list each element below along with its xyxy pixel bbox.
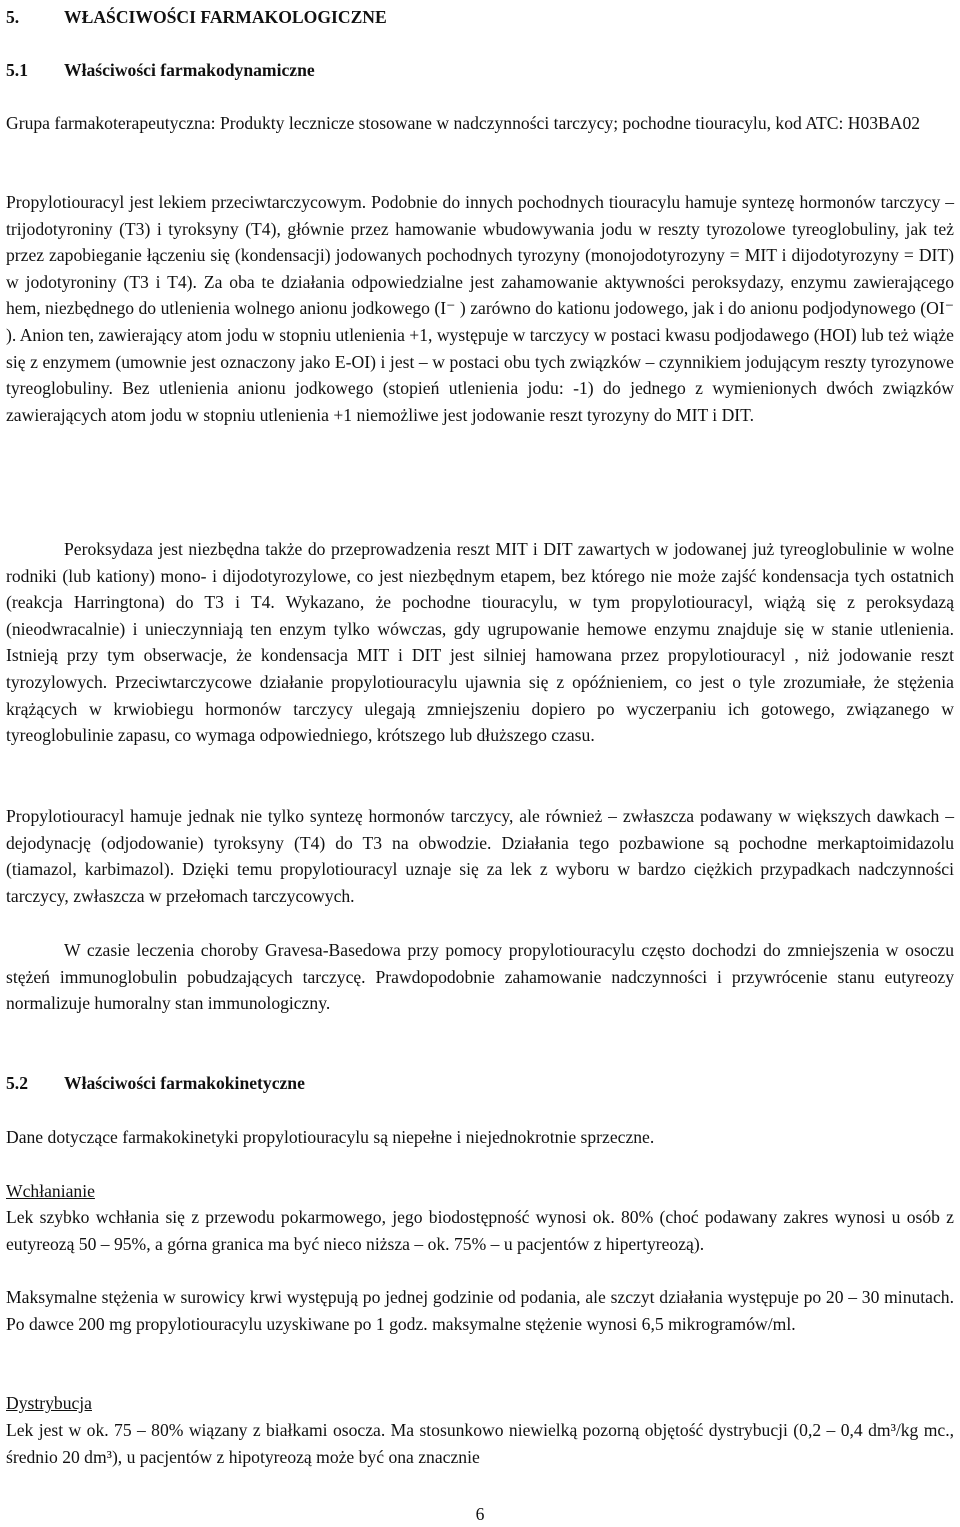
section-title: WŁAŚCIWOŚCI FARMAKOLOGICZNE [64,7,387,27]
section-heading-5-2 [6,1070,954,1097]
section-number: 5.2 [6,1073,28,1093]
section-heading-5-1 [6,57,954,84]
absorption-paragraph-2: Maksymalne stężenia w surowicy krwi występują po jednej godzinie od podania, ale szczyt działania występuje po 20 – 30 minutach. Po dawce 200 mg propylotiouracylu uzyskiwane po 1 godz. maksymalne stężenie wynosi 6,5 mikrogramów/ml. [6,1287,954,1334]
section-number: 5.1 [6,60,28,80]
absorption-heading: Wchłanianie [6,1181,95,1201]
absorption-paragraph-1: Lek szybko wchłania się z przewodu pokarmowego, jego biodostępność wynosi ok. 80% (choć podawany zakres wynosi u osób z eutyreozą 50 – 95%, a górna granica ma być nieco niższa – ok. 75% – u pacjentów z hipertyreozą). [6,1207,954,1254]
paragraph-graves: W czasie leczenia choroby Gravesa-Basedowa przy pomocy propylotiouracylu często dochodzi do zmniejszenia w osoczu stężeń immunoglobulin pobudzających tarczycę. Prawdopodobnie zahamowanie nadczynności i przywrócenie stanu eutyreozy normalizuje humoralny stan immunologiczny. [6,940,954,1014]
pharmacotherapeutic-group: Grupa farmakoterapeutyczna: Produkty lecznicze stosowane w nadczynności tarczycy; pochodne tiouracylu, kod ATC: H03BA02 [6,113,921,133]
page-number: 6 [475,1504,485,1524]
paragraph-deiodination: Propylotiouracyl hamuje jednak nie tylko syntezę hormonów tarczycy, ale również – zwłaszcza podawany w większych dawkach – dejodynację (odjodowanie) tyroksyny (T4) do T3 na obwodzie. Działania tego pozbawione są pochodne merkaptoimidazolu (tiamazol, karbimazol). Dzięki temu propylotiouracyl uznaje się za lek z wyboru w bardzo ciężkich przypadkach nadczynności tarczycy, zwłaszcza w przełomach tarczycowych. [6,806,954,906]
paragraph-mechanism: Propylotiouracyl jest lekiem przeciwtarczycowym. Podobnie do innych pochodnych tiouracylu hamuje syntezę hormonów tarczycy – trijodotyroniny (T3) i tyroksyny (T4), głównie przez hamowanie wbudowywania jodu w reszty tyrozolowe tyreoglobuliny, jak też przez zapobieganie łączeniu się (kondensacji) jodowanych pochodnych tyrozyny (monojodotyrozyny = MIT i dijodotyrozyny = DIT) w jodotyroniny (T3 i T4). Za oba te działania odpowiedzialne jest zahamowanie aktywności peroksydazy, enzymu zawierającego hem, niezbędnego do utlenienia wolnego anionu jodkowego (I⁻ ) zarówno do kationu jodowego, jak i do anionu podjodynowego (OI⁻ ). Anion ten, zawierający atom jodu w stopniu utlenienia +1, występuje w tarczycy w postaci kwasu podjodawego (HOI) lub też wiąże się z enzymem (umownie jest oznaczony jako E-OI) i jest – w postaci obu tych związków – czynnikiem jodującym reszty tyrozynowe tyreoglobuliny. Bez utlenienia anionu jodkowego (stopień utlenienia jodu: -1) do jednego z wymienionych dwóch związków zawierających atom jodu w stopniu utlenienia +1 niemożliwe jest jodowanie reszt tyrozyny do MIT i DIT. [6,192,954,425]
section-number: 5. [6,7,20,27]
distribution-heading: Dystrybucja [6,1393,92,1413]
section-title: Właściwości farmakokinetyczne [64,1073,305,1093]
section-title: Właściwości farmakodynamiczne [64,60,315,80]
section-heading-5 [6,4,387,31]
paragraph-peroxidase: Peroksydaza jest niezbędna także do przeprowadzenia reszt MIT i DIT zawartych w jodowanej już tyreoglobulinie w wolne rodniki (lub kationy) mono- i dijodotyrozylowe, co jest niezbędnym etapem, bez którego nie może zajść kondensacja tych ostatnich (reakcja Harringtona) do T3 i T4. Wykazano, że pochodne tiouracylu, w tym propylotiouracyl, wiążą się z peroksydazą (nieodwracalnie) i unieczynniają ten enzym tylko wówczas, gdy ugrupowanie hemowe enzymu znajduje się w stanie utlenienia. Istnieją przy tym obserwacje, że kondensacja MIT i DIT jest silniej hamowana przez propylotiouracyl , niż jodowanie reszt tyrozylowych. Przeciwtarczycowe działanie propylotiouracylu ujawnia się z opóźnieniem, co jest o tyle zrozumiałe, że stężenia krążących w krwiobiegu hormonów tarczycy ulegają zmniejszeniu dopiero po wyczerpaniu ich gotowego, związanego w tyreoglobulinie zapasu, co wymaga odpowiedniego, krótszego lub dłuższego czasu. [6,539,954,746]
pharmacokinetics-intro: Dane dotyczące farmakokinetyki propylotiouracylu są niepełne i niejednokrotnie sprzeczne. [6,1127,655,1147]
distribution-paragraph-1: Lek jest w ok. 75 – 80% wiązany z białkami osocza. Ma stosunkowo niewielką pozorną objętość dystrybucji (0,2 – 0,4 dm³/kg mc., średnio 20 dm³), u pacjentów z hipotyreozą może być ona znacznie [6,1420,954,1467]
